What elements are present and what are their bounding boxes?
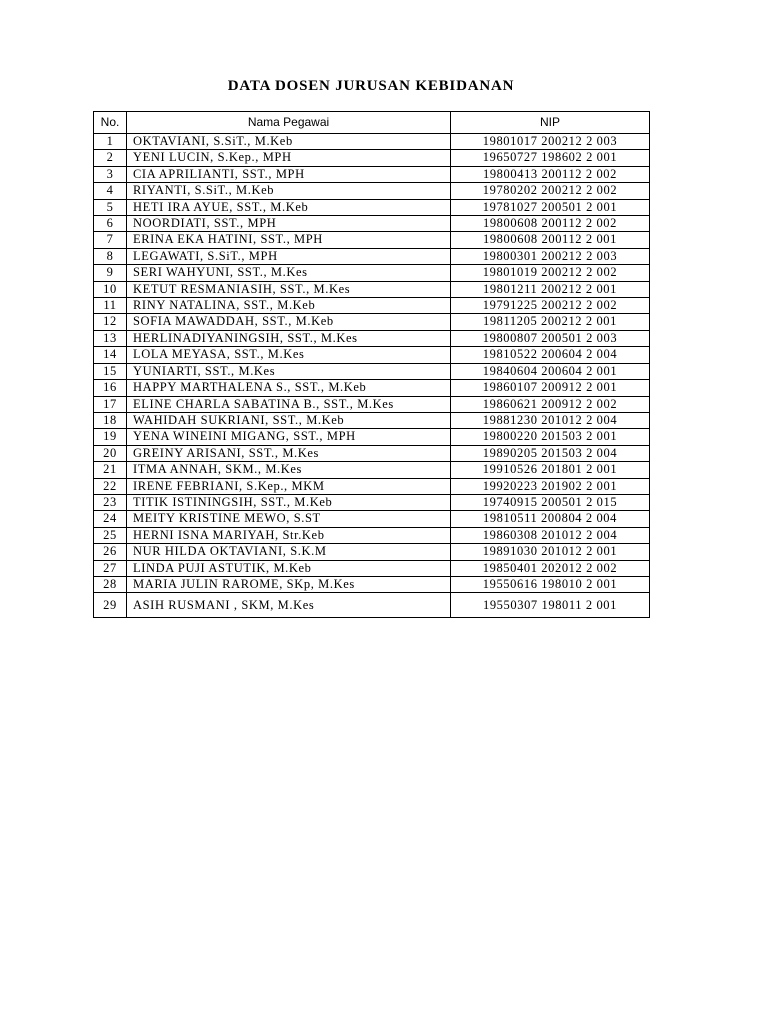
employee-nip: 19860107 200912 2 001	[451, 380, 650, 396]
row-number: 29	[94, 593, 127, 618]
row-number: 10	[94, 281, 127, 297]
employee-nip: 19840604 200604 2 001	[451, 363, 650, 379]
employee-name: HAPPY MARTHALENA S., SST., M.Keb	[127, 380, 451, 396]
employee-name: SOFIA MAWADDAH, SST., M.Keb	[127, 314, 451, 330]
row-number: 28	[94, 576, 127, 592]
row-number: 20	[94, 445, 127, 461]
table-row	[94, 560, 650, 576]
employee-nip: 19800807 200501 2 003	[451, 330, 650, 346]
employee-name: ERINA EKA HATINI, SST., MPH	[127, 232, 451, 248]
employee-nip: 19740915 200501 2 015	[451, 494, 650, 510]
employee-name: KETUT RESMANIASIH, SST., M.Kes	[127, 281, 451, 297]
employee-name: TITIK ISTININGSIH, SST., M.Keb	[127, 494, 451, 510]
row-number: 16	[94, 380, 127, 396]
employee-name: HERLINADIYANINGSIH, SST., M.Kes	[127, 330, 451, 346]
row-number: 23	[94, 494, 127, 510]
employee-nip: 19650727 198602 2 001	[451, 150, 650, 166]
table-row	[94, 380, 650, 396]
table-row	[94, 150, 650, 166]
row-number: 27	[94, 560, 127, 576]
employee-nip: 19810511 200804 2 004	[451, 511, 650, 527]
row-number: 22	[94, 478, 127, 494]
table-row	[94, 593, 650, 618]
employee-nip: 19920223 201902 2 001	[451, 478, 650, 494]
employee-name: NOORDIATI, SST., MPH	[127, 216, 451, 232]
table-header-row	[94, 112, 650, 134]
table-row	[94, 232, 650, 248]
table-row	[94, 281, 650, 297]
employee-name: SERI WAHYUNI, SST., M.Kes	[127, 265, 451, 281]
employee-nip: 19850401 202012 2 002	[451, 560, 650, 576]
header-name: Nama Pegawai	[127, 112, 451, 134]
table-row	[94, 445, 650, 461]
row-number: 17	[94, 396, 127, 412]
employee-name: HETI IRA AYUE, SST., M.Keb	[127, 199, 451, 215]
employee-name: LOLA MEYASA, SST., M.Kes	[127, 347, 451, 363]
row-number: 12	[94, 314, 127, 330]
employee-name: WAHIDAH SUKRIANI, SST., M.Keb	[127, 412, 451, 428]
table-row	[94, 544, 650, 560]
employee-nip: 19800608 200112 2 002	[451, 216, 650, 232]
row-number: 3	[94, 166, 127, 182]
employee-name: RINY NATALINA, SST., M.Keb	[127, 298, 451, 314]
employee-name: LEGAWATI, S.SiT., MPH	[127, 248, 451, 264]
employee-name: GREINY ARISANI, SST., M.Kes	[127, 445, 451, 461]
employee-name: ASIH RUSMANI , SKM, M.Kes	[127, 593, 451, 618]
employee-nip: 19550616 198010 2 001	[451, 576, 650, 592]
table-row	[94, 166, 650, 182]
employee-nip: 19800301 200212 2 003	[451, 248, 650, 264]
employee-nip: 19800413 200112 2 002	[451, 166, 650, 182]
table-row	[94, 216, 650, 232]
row-number: 7	[94, 232, 127, 248]
employee-nip: 19800608 200112 2 001	[451, 232, 650, 248]
employee-name: RIYANTI, S.SiT., M.Keb	[127, 183, 451, 199]
row-number: 6	[94, 216, 127, 232]
employee-nip: 19781027 200501 2 001	[451, 199, 650, 215]
table-row	[94, 347, 650, 363]
employee-name: ELINE CHARLA SABATINA B., SST., M.Kes	[127, 396, 451, 412]
row-number: 8	[94, 248, 127, 264]
table-row	[94, 183, 650, 199]
table-row	[94, 511, 650, 527]
table-row	[94, 412, 650, 428]
row-number: 26	[94, 544, 127, 560]
employee-nip: 19881230 201012 2 004	[451, 412, 650, 428]
document-title: DATA DOSEN JURUSAN KEBIDANAN	[227, 78, 515, 94]
employee-nip: 19801211 200212 2 001	[451, 281, 650, 297]
employee-name: YUNIARTI, SST., M.Kes	[127, 363, 451, 379]
employee-name: IRENE FEBRIANI, S.Kep., MKM	[127, 478, 451, 494]
table-row	[94, 363, 650, 379]
row-number: 4	[94, 183, 127, 199]
employee-nip: 19791225 200212 2 002	[451, 298, 650, 314]
row-number: 1	[94, 134, 127, 150]
employee-nip: 19801019 200212 2 002	[451, 265, 650, 281]
table-row	[94, 314, 650, 330]
table-row	[94, 462, 650, 478]
employee-name: NUR HILDA OKTAVIANI, S.K.M	[127, 544, 451, 560]
employee-name: MEITY KRISTINE MEWO, S.ST	[127, 511, 451, 527]
table-row	[94, 396, 650, 412]
employee-nip: 19550307 198011 2 001	[451, 593, 650, 618]
employee-name: MARIA JULIN RAROME, SKp, M.Kes	[127, 576, 451, 592]
table-row	[94, 298, 650, 314]
employee-name: YENA WINEINI MIGANG, SST., MPH	[127, 429, 451, 445]
employee-nip: 19860621 200912 2 002	[451, 396, 650, 412]
table-row	[94, 265, 650, 281]
row-number: 21	[94, 462, 127, 478]
row-number: 9	[94, 265, 127, 281]
row-number: 19	[94, 429, 127, 445]
employee-nip: 19810522 200604 2 004	[451, 347, 650, 363]
table-row	[94, 527, 650, 543]
header-no: No.	[94, 112, 127, 134]
employee-name: CIA APRILIANTI, SST., MPH	[127, 166, 451, 182]
row-number: 5	[94, 199, 127, 215]
employee-name: OKTAVIANI, S.SiT., M.Keb	[127, 134, 451, 150]
employee-nip: 19890205 201503 2 004	[451, 445, 650, 461]
row-number: 25	[94, 527, 127, 543]
row-number: 11	[94, 298, 127, 314]
employee-name: ITMA ANNAH, SKM., M.Kes	[127, 462, 451, 478]
employee-nip: 19800220 201503 2 001	[451, 429, 650, 445]
row-number: 2	[94, 150, 127, 166]
employee-nip: 19910526 201801 2 001	[451, 462, 650, 478]
employee-nip: 19891030 201012 2 001	[451, 544, 650, 560]
employee-nip: 19860308 201012 2 004	[451, 527, 650, 543]
employee-nip: 19780202 200212 2 002	[451, 183, 650, 199]
table-row	[94, 199, 650, 215]
lecturer-table	[93, 111, 650, 618]
employee-name: LINDA PUJI ASTUTIK, M.Keb	[127, 560, 451, 576]
table-row	[94, 134, 650, 150]
employee-name: HERNI ISNA MARIYAH, Str.Keb	[127, 527, 451, 543]
header-nip: NIP	[451, 112, 650, 134]
table-row	[94, 494, 650, 510]
table-row	[94, 576, 650, 592]
row-number: 18	[94, 412, 127, 428]
row-number: 14	[94, 347, 127, 363]
employee-nip: 19801017 200212 2 003	[451, 134, 650, 150]
employee-name: YENI LUCIN, S.Kep., MPH	[127, 150, 451, 166]
row-number: 15	[94, 363, 127, 379]
table-row	[94, 330, 650, 346]
row-number: 13	[94, 330, 127, 346]
table-row	[94, 429, 650, 445]
employee-nip: 19811205 200212 2 001	[451, 314, 650, 330]
row-number: 24	[94, 511, 127, 527]
table-row	[94, 248, 650, 264]
table-row	[94, 478, 650, 494]
